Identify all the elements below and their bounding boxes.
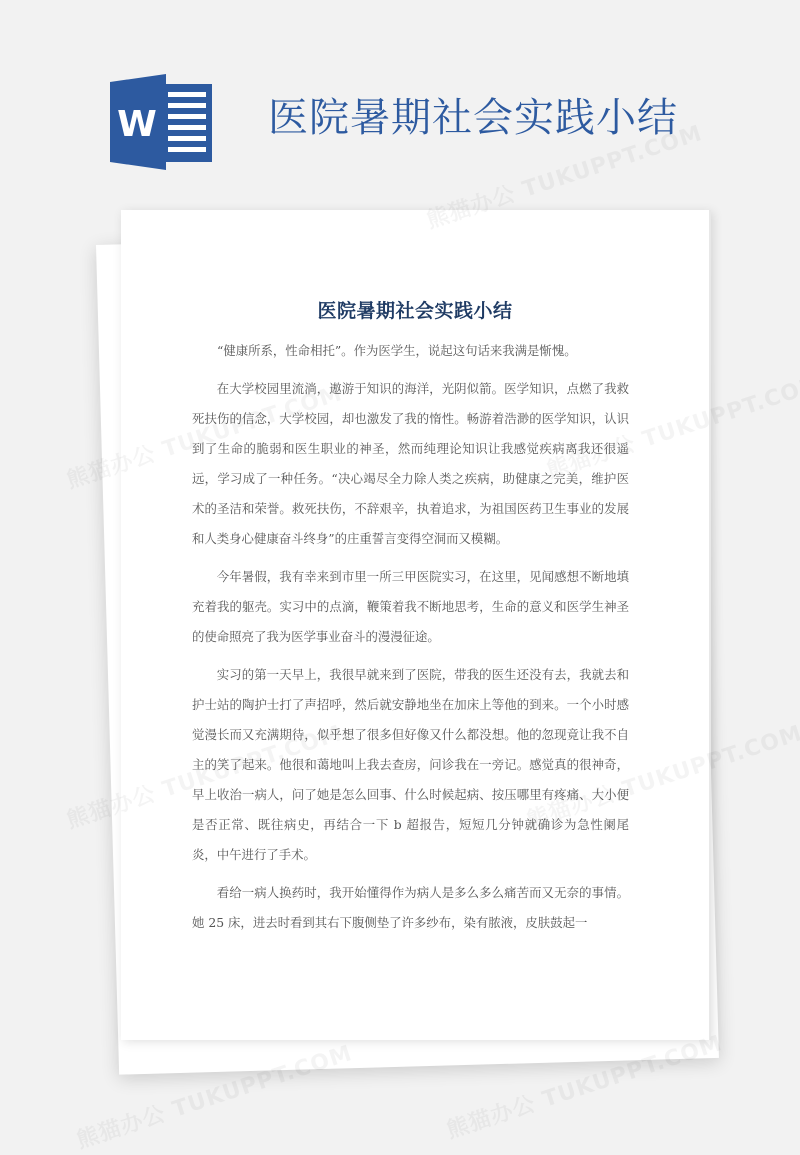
paragraph: 在大学校园里流淌，遨游于知识的海洋，光阴似箭。医学知识，点燃了我救死扶伤的信念，大学校园，却也激发了我的惰性。畅游着浩渺的医学知识，认识到了生命的脆弱和医生职业的神圣，然而纯理论知识让我感觉疾病离我还很遥远，学习成了一种任务。“决心竭尽全力除人类之疾病，助健康之完美，维护医术的圣洁和荣誉。救死扶伤，不辞艰辛，执着追求，为祖国医药卫生事业的发展和人类身心健康奋斗终身”的庄重誓言变得空洞而又模糊。 (192, 381, 629, 546)
paragraph: “健康所系，性命相托”。作为医学生，说起这句话来我满是惭愧。 (217, 343, 577, 358)
header-title: 医院暑期社会实践小结 (268, 95, 678, 141)
document-page (121, 210, 711, 1040)
document-title: 医院暑期社会实践小结 (317, 300, 513, 322)
svg-text:W: W (117, 104, 157, 145)
document-body (192, 336, 629, 946)
paragraph: 实习的第一天早上，我很早就来到了医院，带我的医生还没有去，我就去和护士站的陶护士打了声招呼，然后就安静地坐在加床上等他的到来。一个小时感觉漫长而又充满期待，似乎想了很多但好像又什么都没想。他的忽现竟让我不自主的笑了起来。他很和蔼地叫上我去查房，问诊我在一旁记。感觉真的很神奇，早上收治一病人，问了她是怎么回事、什么时候起病、按压哪里有疼痛、大小便是否正常、既往病史，再结合一下 b 超报告，短短几分钟就确诊为急性阑尾炎，中午进行了手术。 (192, 667, 629, 862)
paragraph: 看给一病人换药时，我开始懂得作为病人是多么多么痛苦而又无奈的事情。她 25 床，进去时看到其右下腹侧垫了许多纱布，染有脓液，皮肤鼓起一 (192, 885, 629, 930)
word-icon (110, 74, 220, 170)
paragraph: 今年暑假，我有幸来到市里一所三甲医院实习，在这里，见闻感想不断地填充着我的躯壳。实习中的点滴，鞭策着我不断地思考，生命的意义和医学生神圣的使命照亮了我为医学事业奋斗的漫漫征途。 (192, 569, 629, 644)
header-banner (0, 0, 800, 200)
